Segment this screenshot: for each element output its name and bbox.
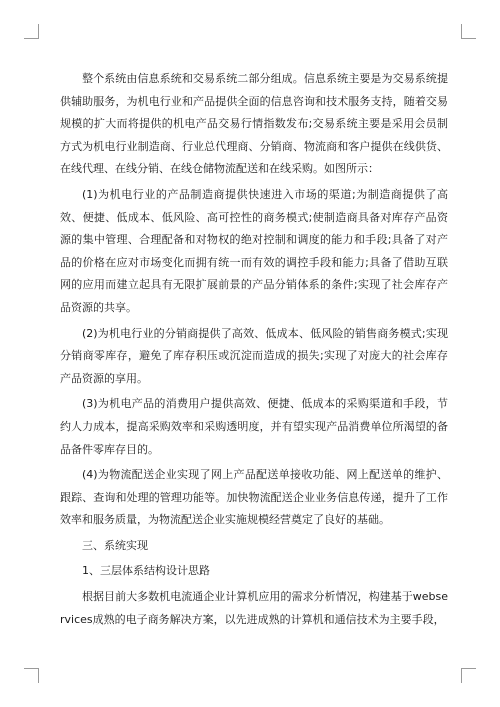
crop-mark-bottom-left xyxy=(24,668,39,683)
subsection-heading-three-tier-design: 1、三层体系结构设计思路 xyxy=(82,564,210,578)
paragraph-item-2: (2)为机电行业的分销商提供了高效、低成本、低风险的销售商务模式;实现分销商零库存，避免了库存积压或沉淀而造成的损失;实现了对庞大的社会库存产品资源的享用。 xyxy=(60,326,448,385)
paragraph-item-4: (4)为物流配送企业实现了网上产品配送单接收功能、网上配送单的维护、跟踪、查询和处理的管理功能等。加快物流配送企业业务信息传递，提升了工作效率和服务质量，为物流配送企业实施规模经营奠定了良好的基础。 xyxy=(60,468,448,527)
paragraph-system-overview: 整个系统由信息系统和交易系统二部分组成。信息系统主要是为交易系统提供辅助服务，为机电行业和产品提供全面的信息咨询和技术服务支持，随着交易规模的扩大而将提供的机电产品交易行情指数发布;交易系统主要是采用会员制方式为机电行业制造商、行业总代理商、分销商、物流商和客户提供在线供货、在线代理、在线分销、在线仓储物流配送和在线采购。如图所示： xyxy=(60,72,448,176)
crop-mark-bottom-right xyxy=(461,668,476,683)
document-body xyxy=(60,68,448,634)
paragraph-webservices: 根据目前大多数机电流通企业计算机应用的需求分析情况，构建基于webservices成熟的电子商务解决方案，以先进成熟的计算机和通信技术为主要手段， xyxy=(60,590,448,626)
paragraph-item-3: (3)为机电产品的消费用户提供高效、便捷、低成本的采购渠道和手段，节约人力成本，提高采购效率和采购透明度，并有望实现产品消费单位所渴望的备品备件零库存目的。 xyxy=(60,397,448,456)
paragraph-item-1: (1)为机电行业的产品制造商提供快速进入市场的渠道;为制造商提供了高效、便捷、低成本、低风险、高可控性的商务模式;使制造商具备对库存产品资源的集中管理、合理配备和对物权的绝对控制和调度的能力和手段;具备了对产品的价格在应对市场变化而拥有统一而有效的调控手段和能力;具备了借助互联网的应用而建立起具有无限扩展前景的产品分销体系的条件;实现了社会库存产品资源的共享。 xyxy=(60,187,448,314)
crop-mark-top-left xyxy=(24,24,39,39)
crop-mark-top-right xyxy=(461,24,476,39)
section-heading-system-implementation: 三、系统实现 xyxy=(82,538,148,552)
